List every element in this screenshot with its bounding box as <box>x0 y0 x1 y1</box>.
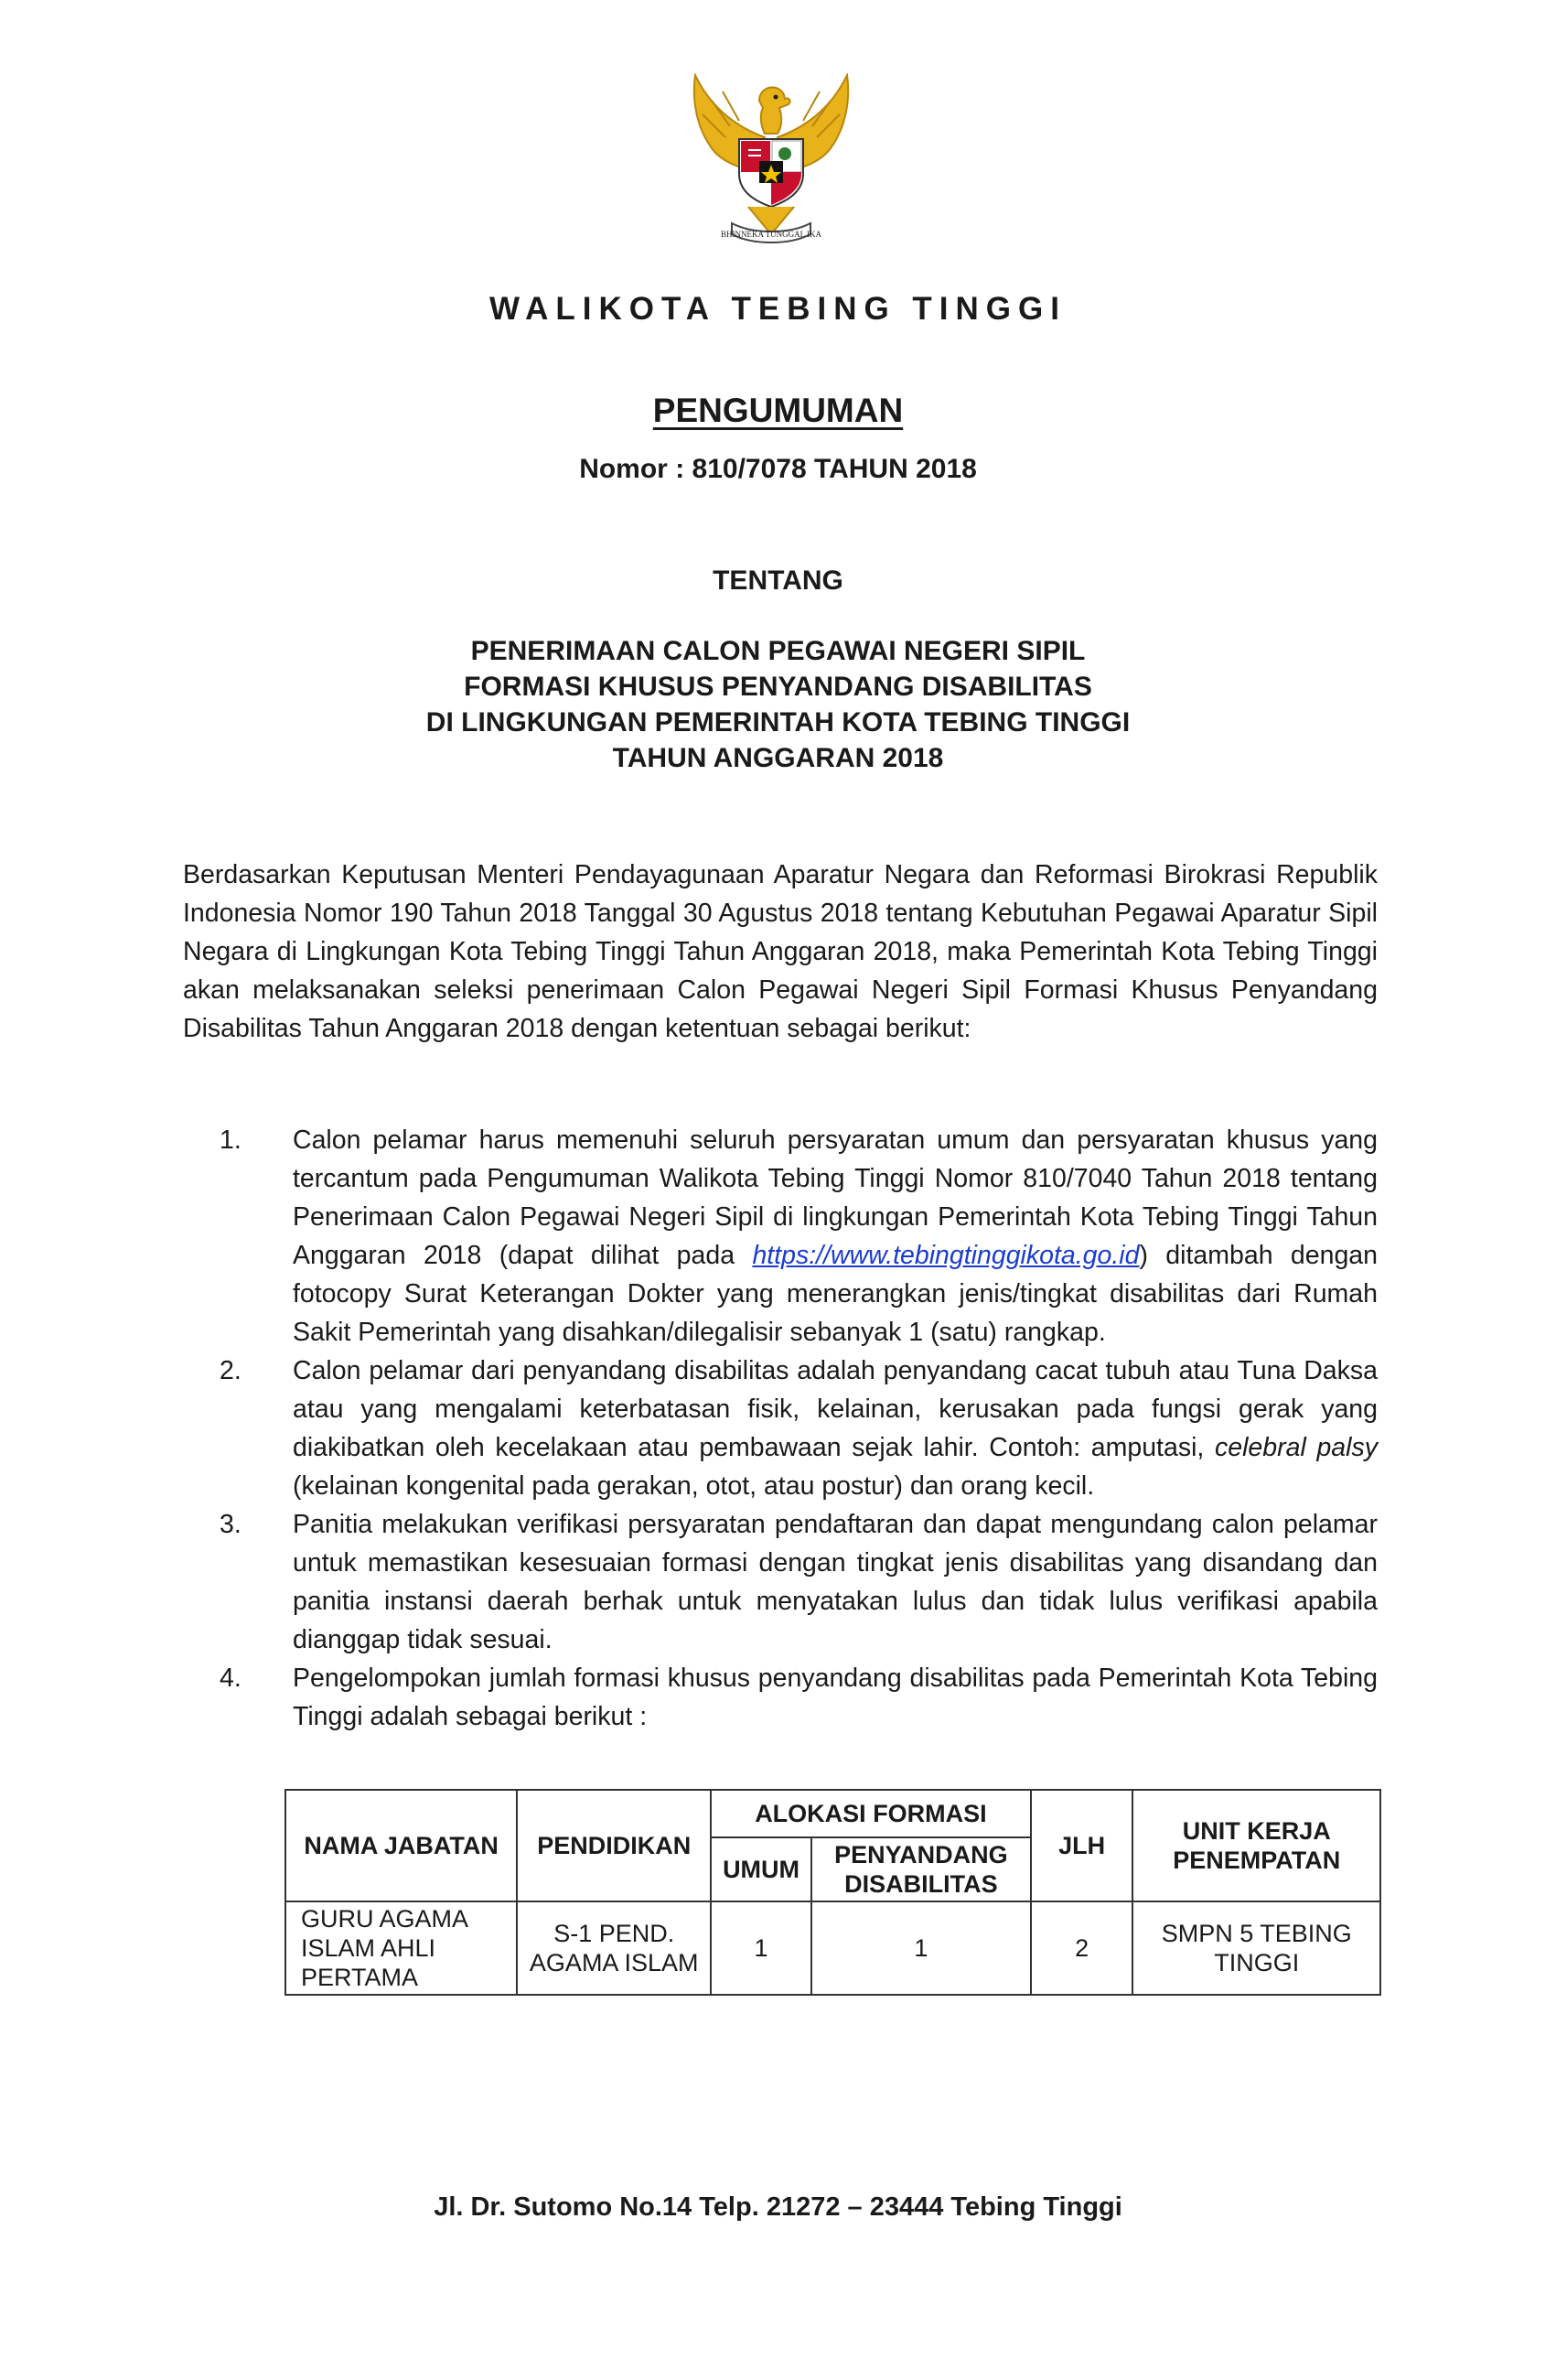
subject-line: PENERIMAAN CALON PEGAWAI NEGERI SIPIL <box>470 636 1086 666</box>
footer-address: Jl. Dr. Sutomo No.14 Telp. 21272 – 23444 Tebing Tinggi <box>434 2192 1122 2222</box>
cell-umum: 1 <box>711 1901 811 1995</box>
cell-unit-kerja: SMPN 5 TEBING TINGGI <box>1132 1901 1380 1995</box>
list-item <box>183 1659 1378 1736</box>
header-nama-jabatan: NAMA JABATAN <box>285 1790 517 1901</box>
intro-paragraph: Berdasarkan Keputusan Menteri Pendayagunaan Aparatur Negara dan Reformasi Birokrasi Republik Indonesia Nomor 190 Tahun 2018 Tanggal 30 Agustus 2018 tentang Kebutuhan Pegawai Aparatur Sipil Negara di Lingkungan Kota Tebing Tinggi Tahun Anggaran 2018, maka Pemerintah Kota Tebing Tinggi akan melaksanakan seleksi penerimaan Calon Pegawai Negeri Sipil Formasi Khusus Penyandang Disabilitas Tahun Anggaran 2018 dengan ketentuan sebagai berikut: <box>183 860 1378 1043</box>
header-penyandang-disabilitas: PENYANDANG DISABILITAS <box>811 1837 1031 1901</box>
cell-jlh: 2 <box>1031 1901 1133 1995</box>
list-item <box>183 1352 1378 1505</box>
subject-line: DI LINGKUNGAN PEMERINTAH KOTA TEBING TINGGI <box>425 707 1131 738</box>
header-alokasi-formasi: ALOKASI FORMASI <box>711 1790 1031 1837</box>
table-row <box>285 1901 1380 1995</box>
cell-disabilitas: 1 <box>811 1901 1031 1995</box>
document-type <box>0 392 1556 430</box>
list-item <box>183 1505 1378 1659</box>
requirements-list <box>183 1121 1378 1736</box>
subject-block <box>0 633 1556 776</box>
about-label: TENTANG <box>713 565 843 596</box>
item-number: 2. <box>220 1356 241 1385</box>
subject-line: FORMASI KHUSUS PENYANDANG DISABILITAS <box>464 672 1092 702</box>
item-number: 4. <box>220 1664 241 1693</box>
subject-line: TAHUN ANGGARAN 2018 <box>612 743 944 773</box>
document-number: Nomor : 810/7078 TAHUN 2018 <box>579 454 977 484</box>
item-text: Calon pelamar harus memenuhi seluruh persyaratan umum dan persyaratan khusus yang tercantum pada Pengumuman Walikota Tebing Tinggi Nomor 810/7040 Tahun 2018 tentang Penerimaan Calon Pegawai Negeri Sipil di lingkungan Pemerintah Kota Tebing Tinggi Tahun Anggaran 2018 (dapat dilihat pada https://www.tebingtinggikota.go.id) ditambah dengan fotocopy Surat Keterangan Dokter yang menerangkan jenis/tingkat disabilitas dari Rumah Sakit Pemerintah yang disahkan/dilegalisir sebanyak 1 (satu) rangkap. <box>293 1125 1379 1347</box>
website-link[interactable]: https://www.tebingtinggikota.go.id <box>752 1241 1140 1270</box>
garuda-emblem-icon <box>675 73 867 247</box>
formation-table <box>284 1789 1381 1996</box>
issuer-title: WALIKOTA TEBING TINGGI <box>489 291 1067 327</box>
item-number: 1. <box>220 1125 241 1155</box>
item-text: Panitia melakukan verifikasi persyaratan pendaftaran dan dapat mengundang calon pelamar untuk memastikan kesesuaian formasi dengan tingkat jenis disabilitas yang disandang dan panitia instansi daerah berhak untuk menyatakan lulus dan tidak lulus verifikasi apabila dianggap tidak sesuai. <box>293 1510 1378 1654</box>
item-text: Pengelompokan jumlah formasi khusus penyandang disabilitas pada Pemerintah Kota Tebing Tinggi adalah sebagai berikut : <box>293 1664 1378 1731</box>
emblem-motto: BHINNEKA TUNGGAL IKA <box>721 230 821 239</box>
header-jlh: JLH <box>1031 1790 1133 1901</box>
emphasis-term: celebral palsy <box>1215 1433 1378 1462</box>
header-umum: UMUM <box>711 1837 811 1901</box>
list-item <box>183 1121 1378 1352</box>
item-text: Calon pelamar dari penyandang disabilitas adalah penyandang cacat tubuh atau Tuna Daksa atau yang mengalami keterbatasan fisik, kelainan, kerusakan pada fungsi gerak yang diakibatkan oleh kecelakaan atau pembawaan sejak lahir. Contoh: amputasi, celebral palsy (kelainan kongenital pada gerakan, otot, atau postur) dan orang kecil. <box>293 1356 1378 1501</box>
cell-nama-jabatan: GURU AGAMA ISLAM AHLI PERTAMA <box>285 1901 517 1995</box>
header-pendidikan: PENDIDIKAN <box>517 1790 711 1901</box>
cell-pendidikan: S-1 PEND. AGAMA ISLAM <box>517 1901 711 1995</box>
header-unit-kerja: UNIT KERJA PENEMPATAN <box>1132 1790 1380 1901</box>
item-number: 3. <box>220 1510 241 1539</box>
table-header-row <box>285 1790 1380 1837</box>
pengumuman-label: PENGUMUMAN <box>652 392 904 429</box>
